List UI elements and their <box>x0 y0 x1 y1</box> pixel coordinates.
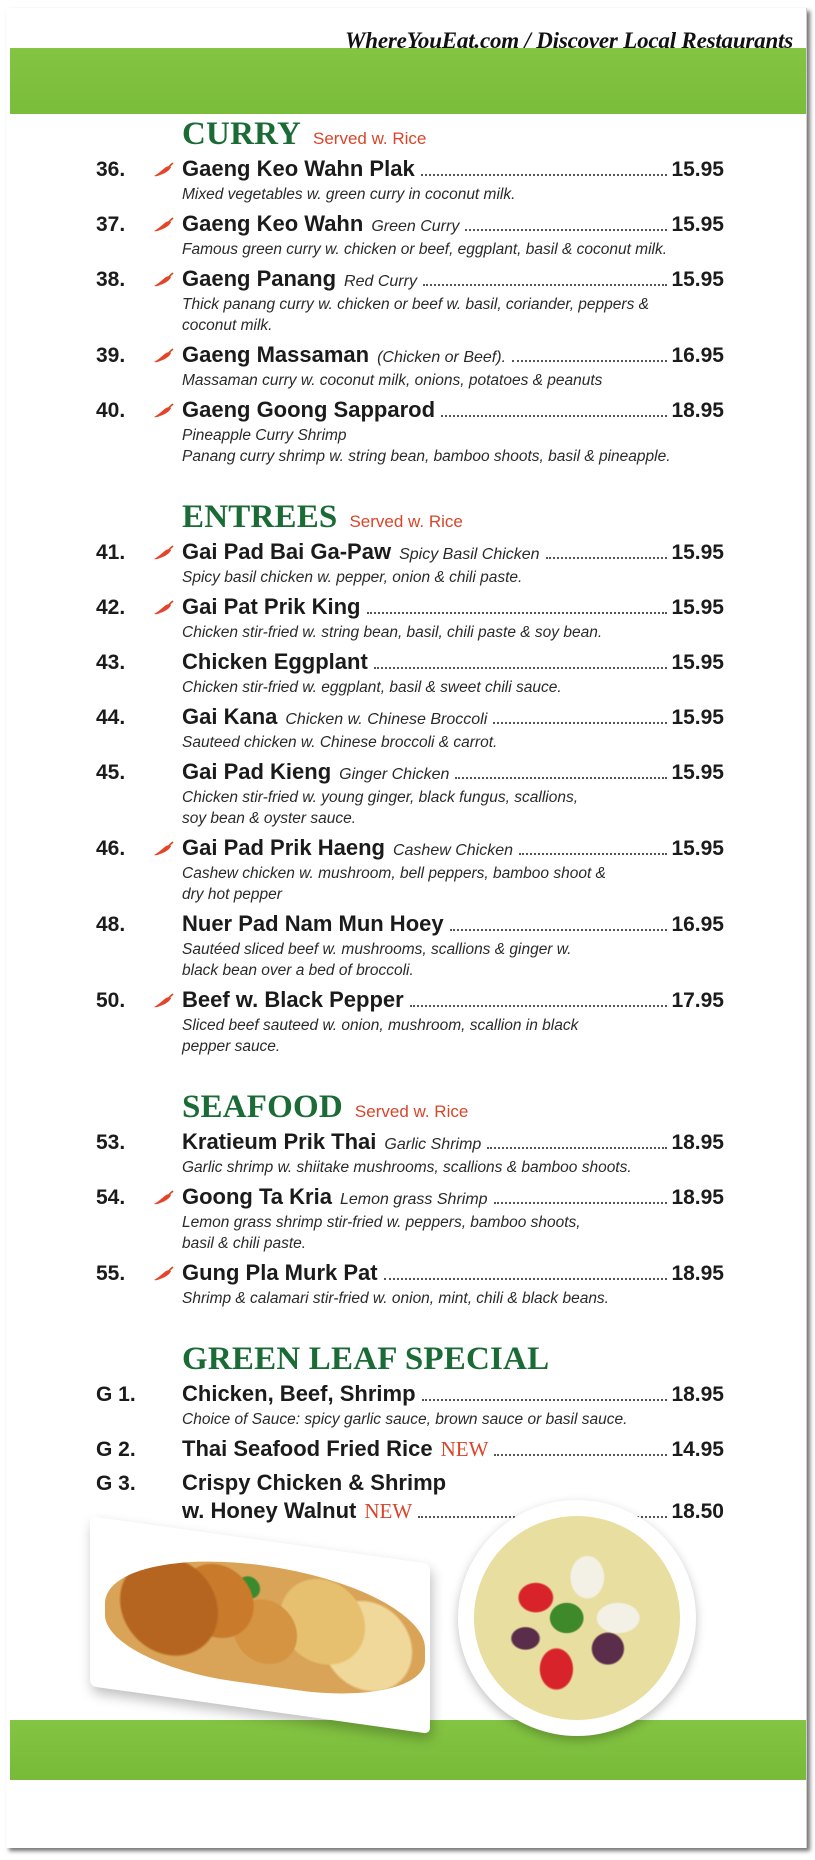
item-price: 18.95 <box>671 1186 724 1209</box>
menu-item <box>96 1381 724 1430</box>
item-alt-name: Red Curry <box>344 273 417 290</box>
item-name: Gai Pad Bai Ga-Paw <box>182 539 392 564</box>
menu-item <box>96 1260 724 1309</box>
description-line: Pineapple Curry Shrimp <box>182 427 347 444</box>
menu-item <box>96 1436 724 1464</box>
item-description <box>182 370 724 391</box>
menu-item <box>96 911 724 981</box>
description-line: Panang curry shrimp w. string bean, bamboo shoots, basil & pineapple. <box>182 448 671 465</box>
menu-item <box>96 649 724 698</box>
section-subtitle: Served w. Rice <box>349 512 463 531</box>
item-price: 18.95 <box>671 1262 724 1285</box>
leader-dots <box>487 1146 667 1149</box>
curry-image <box>474 1516 680 1720</box>
leader-dots <box>421 173 668 176</box>
leader-dots <box>465 228 667 231</box>
menu-item <box>96 1184 724 1254</box>
description-line: Lemon grass shrimp stir-fried w. peppers, bamboo shoots, <box>182 1214 581 1231</box>
chili-pepper-icon <box>152 993 182 1013</box>
chili-pepper-icon <box>152 217 182 237</box>
leader-dots <box>374 666 668 669</box>
leader-dots <box>410 1004 668 1007</box>
item-number: 55. <box>96 1262 126 1285</box>
item-number: 36. <box>96 158 126 181</box>
menu-content <box>96 116 724 1532</box>
new-badge: NEW <box>440 1437 489 1461</box>
item-description <box>182 732 724 753</box>
chili-pepper-icon <box>152 162 182 182</box>
description-line: Massaman curry w. coconut milk, onions, potatoes & peanuts <box>182 372 603 389</box>
item-number: G 2. <box>96 1438 136 1461</box>
leader-dots <box>494 1453 667 1456</box>
description-line: Famous green curry w. chicken or beef, eggplant, basil & coconut milk. <box>182 241 668 258</box>
description-line: Garlic shrimp w. shiitake mushrooms, scallions & bamboo shoots. <box>182 1159 632 1176</box>
item-price: 18.95 <box>671 1383 724 1406</box>
menu-item <box>96 342 724 391</box>
item-number: G 3. <box>96 1472 136 1495</box>
leader-dots <box>367 611 668 614</box>
description-line: Cashew chicken w. mushroom, bell peppers, bamboo shoot & <box>182 865 606 882</box>
item-number: 48. <box>96 913 126 936</box>
section-header <box>182 1089 724 1129</box>
item-alt-name: Lemon grass Shrimp <box>339 1191 488 1208</box>
chili-pepper-icon <box>152 545 182 565</box>
item-price: 14.95 <box>671 1438 724 1461</box>
green-curry-bowl-photo <box>458 1500 696 1736</box>
item-price: 17.95 <box>671 989 724 1012</box>
item-price: 18.95 <box>671 1131 724 1154</box>
menu-item <box>96 266 724 336</box>
item-number: 39. <box>96 344 126 367</box>
item-name: Nuer Pad Nam Mun Hoey <box>182 911 444 936</box>
description-line: coconut milk. <box>182 317 273 334</box>
item-description <box>182 567 724 588</box>
description-line: Choice of Sauce: spicy garlic sauce, brown sauce or basil sauce. <box>182 1411 628 1428</box>
description-line: pepper sauce. <box>182 1038 281 1055</box>
item-name: Gai Pad Kieng <box>182 759 332 784</box>
menu-item <box>96 987 724 1057</box>
item-price: 15.95 <box>671 761 724 784</box>
menu-item <box>96 759 724 829</box>
item-name: Gai Kana <box>182 704 278 729</box>
item-number: G 1. <box>96 1383 136 1406</box>
site-watermark: WhereYouEat.com / Discover Local Restaurants <box>344 28 793 53</box>
crispy-chicken-image <box>105 1543 425 1708</box>
section-subtitle: Served w. Rice <box>313 129 427 148</box>
item-description <box>182 1015 724 1057</box>
item-name: Gaeng Goong Sapparod <box>182 397 436 422</box>
item-price: 15.95 <box>671 837 724 860</box>
leader-dots <box>422 1398 668 1401</box>
leader-dots <box>455 776 667 779</box>
leader-dots <box>423 283 667 286</box>
item-description <box>182 1288 724 1309</box>
chili-pepper-icon <box>152 1190 182 1210</box>
item-name: Gaeng Keo Wahn Plak <box>182 156 415 181</box>
item-name: Gaeng Panang <box>182 266 337 291</box>
item-name: Kratieum Prik Thai <box>182 1129 377 1154</box>
item-description <box>182 1157 724 1178</box>
item-description <box>182 622 724 643</box>
item-alt-name: Cashew Chicken <box>392 842 514 859</box>
description-line: Mixed vegetables w. green curry in coconut milk. <box>182 186 516 203</box>
food-photos <box>80 1500 740 1740</box>
chili-pepper-icon <box>152 272 182 292</box>
item-price: 15.95 <box>671 596 724 619</box>
leader-dots <box>494 1201 668 1204</box>
chili-pepper-icon <box>152 403 182 423</box>
item-number: 50. <box>96 989 126 1012</box>
item-number: 38. <box>96 268 126 291</box>
item-alt-name: (Chicken or Beef). <box>377 349 507 366</box>
menu-item <box>96 539 724 588</box>
item-number: 54. <box>96 1186 126 1209</box>
item-alt-name: Garlic Shrimp <box>384 1136 482 1153</box>
description-line: soy bean & oyster sauce. <box>182 810 357 827</box>
item-name: Gai Pad Prik Haeng <box>182 835 385 860</box>
item-description <box>182 1409 724 1430</box>
menu-item <box>96 211 724 260</box>
item-price: 18.50 <box>671 1500 724 1523</box>
item-description <box>182 294 724 336</box>
leader-dots <box>493 721 667 724</box>
item-price: 15.95 <box>671 541 724 564</box>
chili-pepper-icon <box>152 841 182 861</box>
item-price: 15.95 <box>671 158 724 181</box>
item-description <box>182 787 724 829</box>
description-line: Sliced beef sauteed w. onion, mushroom, scallion in black <box>182 1017 579 1034</box>
item-name: Gaeng Massaman <box>182 342 370 367</box>
item-name: Gaeng Keo Wahn <box>182 211 364 236</box>
leader-dots <box>546 556 668 559</box>
item-name: Beef w. Black Pepper <box>182 987 404 1012</box>
item-number: 42. <box>96 596 126 619</box>
item-number: 45. <box>96 761 126 784</box>
chili-pepper-icon <box>152 348 182 368</box>
section-title: GREEN LEAF SPECIAL <box>182 1341 550 1377</box>
item-alt-name: Chicken w. Chinese Broccoli <box>285 711 488 728</box>
menu-item <box>96 1129 724 1178</box>
section-header <box>182 499 724 539</box>
item-name: Chicken Eggplant <box>182 649 368 674</box>
leader-dots <box>384 1277 668 1280</box>
item-description <box>182 239 724 260</box>
item-price: 15.95 <box>671 213 724 236</box>
section-subtitle: Served w. Rice <box>354 1102 469 1121</box>
menu-item <box>96 156 724 205</box>
item-description <box>182 677 724 698</box>
item-number: 43. <box>96 651 126 674</box>
description-line: Chicken stir-fried w. eggplant, basil & sweet chili sauce. <box>182 679 562 696</box>
item-number: 37. <box>96 213 126 236</box>
item-price: 15.95 <box>671 706 724 729</box>
section-title: ENTREES <box>182 499 338 535</box>
item-name: Gung Pla Murk Pat <box>182 1260 378 1285</box>
item-name: Gai Pat Prik King <box>182 594 361 619</box>
chili-pepper-icon <box>152 600 182 620</box>
item-description <box>182 425 724 467</box>
leader-dots <box>512 359 667 362</box>
item-alt-name: Spicy Basil Chicken <box>399 546 540 563</box>
item-price: 16.95 <box>671 913 724 936</box>
item-price: 16.95 <box>671 344 724 367</box>
top-green-band <box>10 48 806 114</box>
item-name-line2: w. Honey Walnut <box>182 1498 357 1523</box>
description-line: Thick panang curry w. chicken or beef w. basil, coriander, peppers & <box>182 296 649 313</box>
description-line: black bean over a bed of broccoli. <box>182 962 414 979</box>
item-number: 46. <box>96 837 126 860</box>
description-line: Sautéed sliced beef w. mushrooms, scallions & ginger w. <box>182 941 572 958</box>
item-number: 44. <box>96 706 126 729</box>
menu-item <box>96 835 724 905</box>
description-line: Chicken stir-fried w. string bean, basil, chili paste & soy bean. <box>182 624 603 641</box>
leader-dots <box>450 928 668 931</box>
item-name: Thai Seafood Fried Rice <box>182 1436 433 1461</box>
item-number: 40. <box>96 399 126 422</box>
leader-dots <box>441 414 667 417</box>
item-price: 15.95 <box>671 268 724 291</box>
item-name: Goong Ta Kria <box>182 1184 332 1209</box>
item-description <box>182 939 724 981</box>
menu-item <box>96 594 724 643</box>
description-line: Spicy basil chicken w. pepper, onion & chili paste. <box>182 569 523 586</box>
new-badge: NEW <box>364 1499 413 1523</box>
item-price: 18.95 <box>671 399 724 422</box>
item-description <box>182 184 724 205</box>
item-description <box>182 863 724 905</box>
item-alt-name: Green Curry <box>371 218 460 235</box>
item-description <box>182 1212 724 1254</box>
item-number: 41. <box>96 541 126 564</box>
honey-walnut-plate-photo <box>90 1516 430 1734</box>
section-header <box>182 1341 724 1381</box>
description-line: dry hot pepper <box>182 886 282 903</box>
section-title: CURRY <box>182 116 301 152</box>
description-line: Chicken stir-fried w. young ginger, black fungus, scallions, <box>182 789 579 806</box>
section-title: SEAFOOD <box>182 1089 343 1125</box>
item-alt-name: Ginger Chicken <box>339 766 450 783</box>
leader-dots <box>519 852 667 855</box>
menu-item <box>96 397 724 467</box>
menu-item <box>96 704 724 753</box>
chili-pepper-icon <box>152 1266 182 1286</box>
item-name: Crispy Chicken & Shrimp <box>182 1470 447 1495</box>
description-line: Shrimp & calamari stir-fried w. onion, mint, chili & black beans. <box>182 1290 609 1307</box>
section-header <box>182 116 724 156</box>
description-line: Sauteed chicken w. Chinese broccoli & carrot. <box>182 734 498 751</box>
description-line: basil & chili paste. <box>182 1235 307 1252</box>
item-number: 53. <box>96 1131 126 1154</box>
item-price: 15.95 <box>671 651 724 674</box>
item-name: Chicken, Beef, Shrimp <box>182 1381 416 1406</box>
